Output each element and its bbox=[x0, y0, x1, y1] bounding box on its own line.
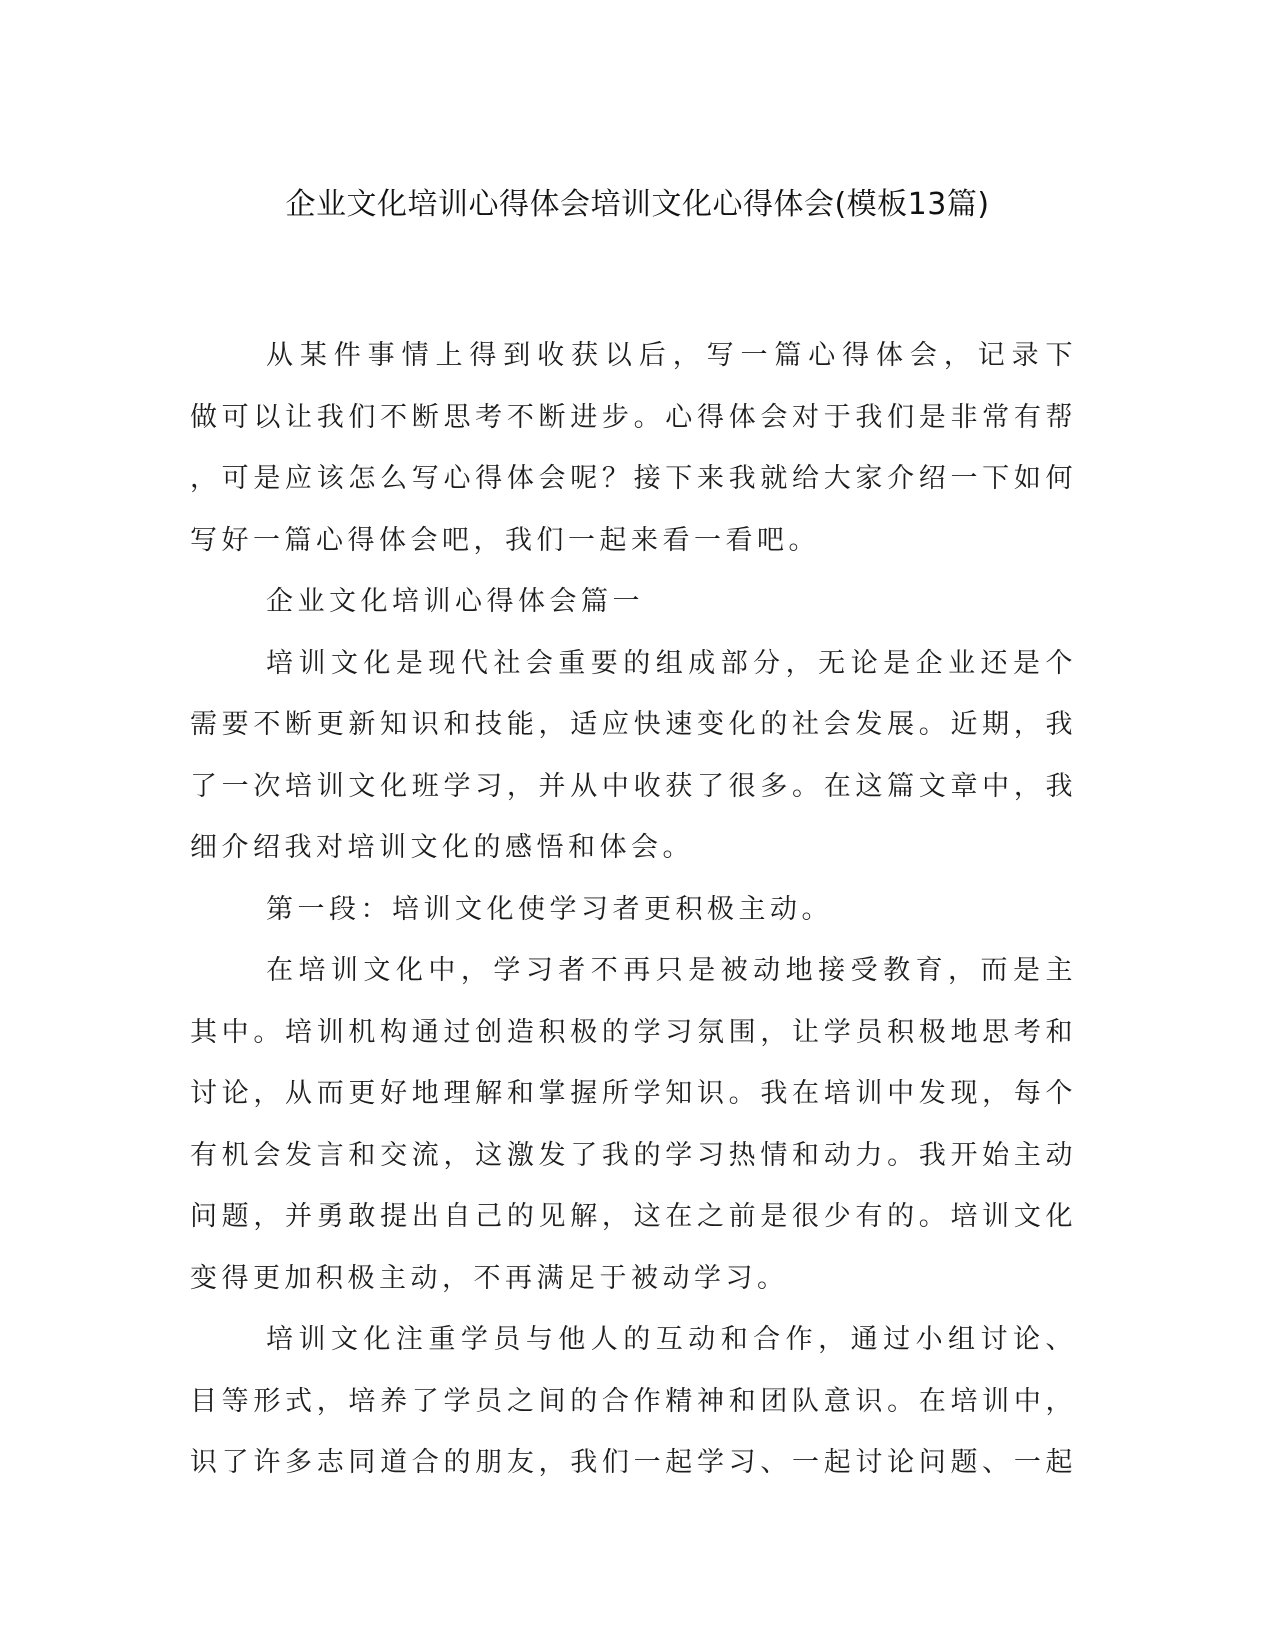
text-line: 细介绍我对培训文化的感悟和体会。 bbox=[190, 832, 694, 863]
text-line: 从某件事情上得到收获以后，写一篇心得体会，记录下 bbox=[266, 340, 1077, 371]
text-line: 目等形式，培养了学员之间的合作精神和团队意识。在培训中， bbox=[190, 1385, 1077, 1417]
text-line: 识了许多志同道合的朋友，我们一起学习、一起讨论问题、一起 bbox=[190, 1447, 1077, 1478]
document-title: 企业文化培训心得体会培训文化心得体会(模板13篇) bbox=[285, 187, 990, 222]
text-line: 问题，并勇敢提出自己的见解，这在之前是很少有的。培训文化 bbox=[190, 1201, 1077, 1232]
text-line: 做可以让我们不断思考不断进步。心得体会对于我们是非常有帮 bbox=[190, 401, 1077, 433]
text-line: 培训文化是现代社会重要的组成部分，无论是企业还是个 bbox=[266, 647, 1077, 679]
text-line: ，可是应该怎么写心得体会呢？接下来我就给大家介绍一下如何 bbox=[190, 463, 1077, 494]
text-line: 第一段：培训文化使学习者更积极主动。 bbox=[266, 893, 833, 925]
text-line: 有机会发言和交流，这激发了我的学习热情和动力。我开始主动 bbox=[190, 1139, 1077, 1171]
text-line: 培训文化注重学员与他人的互动和合作，通过小组讨论、 bbox=[266, 1324, 1077, 1355]
text-line: 在培训文化中，学习者不再只是被动地接受教育，而是主 bbox=[266, 955, 1077, 986]
text-line: 了一次培训文化班学习，并从中收获了很多。在这篇文章中，我 bbox=[190, 770, 1077, 802]
text-line: 讨论，从而更好地理解和掌握所学知识。我在培训中发现，每个 bbox=[190, 1078, 1077, 1109]
text-line: 其中。培训机构通过创造积极的学习氛围，让学员积极地思考和 bbox=[190, 1016, 1077, 1048]
text-line: 需要不断更新知识和技能，适应快速变化的社会发展。近期，我 bbox=[190, 709, 1077, 740]
text-line: 企业文化培训心得体会篇一 bbox=[266, 586, 644, 617]
text-line: 变得更加积极主动，不再满足于被动学习。 bbox=[190, 1262, 789, 1294]
text-line: 写好一篇心得体会吧，我们一起来看一看吧。 bbox=[190, 524, 820, 556]
document-body bbox=[190, 325, 1077, 1494]
